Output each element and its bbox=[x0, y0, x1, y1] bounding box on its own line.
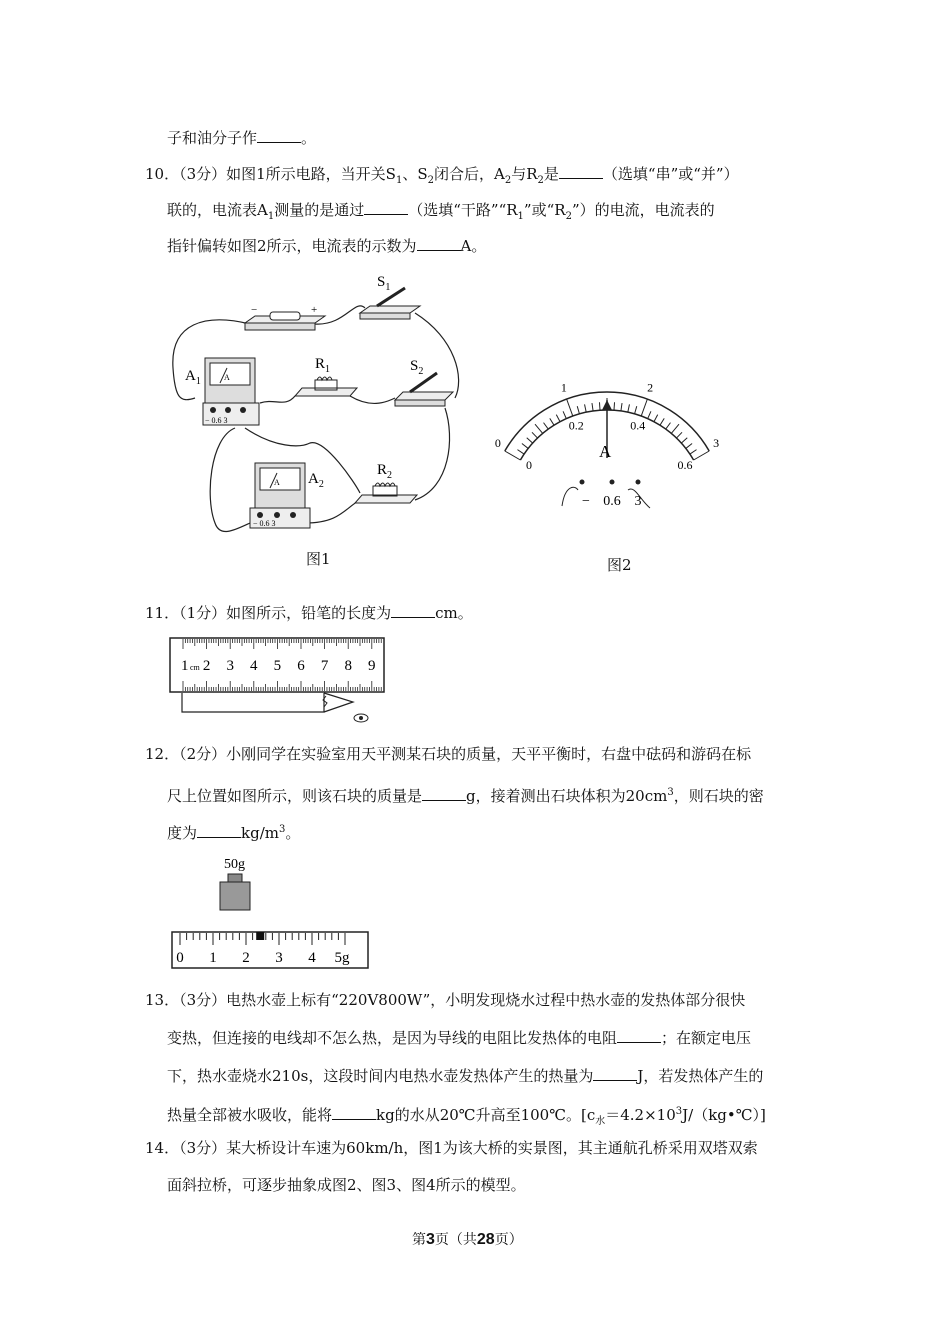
answer-blank[interactable] bbox=[559, 164, 603, 179]
scale-label: 0 bbox=[176, 950, 184, 966]
ruler-unit-label: cm bbox=[190, 663, 200, 672]
answer-blank[interactable] bbox=[417, 236, 461, 251]
q13-line1: 13．（3分）电热水壶上标有“220V800W”，小明发现烧水过程中热水壶的发热体部分很快 bbox=[145, 991, 746, 1009]
svg-text:−: − bbox=[251, 304, 258, 316]
svg-text:S1: $S_1$ bbox=[377, 274, 391, 293]
scale-label: 3 bbox=[275, 950, 283, 966]
figure-2-label: 图2 bbox=[607, 556, 632, 574]
switch-s2-icon bbox=[395, 358, 453, 406]
ruler-number-label: 6 bbox=[297, 658, 305, 674]
dial-tick bbox=[686, 444, 692, 449]
answer-blank[interactable] bbox=[617, 1028, 661, 1043]
dial-pointer-head bbox=[602, 400, 612, 410]
answer-blank[interactable] bbox=[257, 128, 301, 143]
pencil-body bbox=[182, 693, 324, 712]
svg-text:R2: $R_2$ bbox=[377, 462, 393, 481]
scale-label: 5g bbox=[334, 950, 350, 966]
dial-tick bbox=[535, 424, 543, 433]
answer-blank[interactable] bbox=[364, 200, 408, 215]
dial-tick bbox=[621, 403, 622, 411]
q10-line2: 联的，电流表$A_1$测量的是通过 （选填“干路$”“R_1$”或“$R_2$”）的电流，电流表的 bbox=[167, 201, 715, 222]
svg-text:R1: $R_1$ bbox=[315, 356, 331, 375]
circuit-diagram bbox=[165, 268, 465, 538]
dial-tick bbox=[556, 415, 560, 422]
q13-line2: 变热，但连接的电线却不怎么热，是因为导线的电阻比发热体的电阻 ；在额定电压 bbox=[167, 1029, 752, 1047]
ruler-number-label: 8 bbox=[344, 658, 352, 674]
dial-tick bbox=[517, 450, 524, 454]
dial-tick bbox=[648, 411, 651, 418]
figure-1-label: 图1 bbox=[306, 550, 331, 568]
question-number: 11． bbox=[145, 604, 180, 622]
dial-bottom-tick-label: 0.2 bbox=[568, 418, 584, 433]
dial-bottom-tick-label: 0 bbox=[526, 458, 533, 472]
terminal-dot bbox=[610, 480, 615, 485]
dial-tick bbox=[577, 406, 579, 414]
dial-tick bbox=[563, 411, 566, 418]
ammeter-dial bbox=[494, 360, 740, 520]
weight-50g-icon bbox=[220, 874, 250, 910]
dial-bottom-tick-label: 0.6 bbox=[677, 458, 693, 472]
ruler-number-label: 3 bbox=[226, 658, 234, 674]
dial-tick bbox=[666, 423, 671, 429]
q13-line3: 下，热水壶烧水210s，这段时间内电热水壶发热体产生的热量为 J，若发热体产生的 bbox=[167, 1067, 764, 1085]
dial-tick bbox=[544, 423, 549, 429]
eye-pupil-icon bbox=[359, 716, 363, 720]
dial-tick bbox=[614, 402, 615, 410]
dial-tick bbox=[592, 403, 593, 411]
ruler-number-label: 4 bbox=[250, 658, 258, 674]
dial-tick bbox=[681, 438, 687, 443]
dial-tick bbox=[641, 399, 647, 416]
dial-tick bbox=[505, 451, 521, 460]
q11-line1: 11．（1分）如图所示，铅笔的长度为 cm。 bbox=[145, 604, 473, 622]
terminal-dot bbox=[636, 480, 641, 485]
resistor-r2-icon bbox=[355, 462, 417, 503]
svg-text:A1: $A_1$ bbox=[185, 368, 201, 387]
terminal-dot bbox=[580, 480, 585, 485]
dial-tick bbox=[585, 404, 587, 412]
dial-tick bbox=[550, 418, 554, 425]
ammeter-a2-icon bbox=[250, 463, 324, 528]
ruler-number-label: 2 bbox=[202, 658, 211, 674]
q12-line1: 12．（2分）小刚同学在实验室用天平测某石块的质量，天平平衡时，右盘中砝码和游码在标 bbox=[145, 745, 752, 763]
dial-top-tick-label: 2 bbox=[647, 380, 654, 395]
dial-tick bbox=[628, 404, 630, 412]
dial-tick bbox=[694, 451, 710, 460]
resistor-r1-icon bbox=[295, 356, 357, 396]
dial-tick bbox=[676, 432, 682, 438]
q12-line3: 度为 $kg/m^3$。 bbox=[167, 824, 301, 842]
dial-tick bbox=[690, 450, 697, 454]
pencil-tip bbox=[324, 693, 353, 712]
answer-blank[interactable] bbox=[593, 1066, 637, 1081]
q12-line2: 尺上位置如图所示，则该石块的质量是 g，接着测出石块体积为$20cm^3$，则石块的密 bbox=[167, 787, 764, 805]
terminal-label: − bbox=[582, 494, 590, 509]
dial-tick bbox=[567, 399, 573, 416]
dial-tick bbox=[654, 415, 658, 422]
svg-text:S2: $S_2$ bbox=[410, 358, 424, 377]
q13-line4: 热量全部被水吸收，能将 kg的水从20℃升高至100℃。$[c_水=4.2\times 10^3J/(kg•℃)]$ bbox=[167, 1106, 766, 1127]
terminal-label: 0.6 bbox=[603, 494, 621, 509]
dial-top-tick-label: 1 bbox=[560, 380, 567, 395]
dial-unit: A bbox=[599, 442, 612, 461]
scale-label: 2 bbox=[242, 950, 250, 966]
ruler-first-label: 1 bbox=[181, 658, 189, 674]
terminal-label: 3 bbox=[634, 494, 642, 509]
battery-icon bbox=[245, 304, 325, 330]
dial-tick bbox=[635, 406, 637, 414]
dial-top-tick-label: 3 bbox=[713, 436, 720, 450]
scale-label: 1 bbox=[209, 950, 217, 966]
ruler-pencil bbox=[168, 636, 388, 728]
svg-text:− 0.6 3: − 0.6 3 bbox=[253, 519, 276, 528]
dial-top-tick-label: 0 bbox=[494, 436, 501, 450]
question-number: 12． bbox=[145, 745, 180, 763]
question-number: 10． bbox=[145, 165, 180, 183]
dial-tick bbox=[527, 438, 533, 443]
q10-line3: 指针偏转如图2所示，电流表的示数为 A。 bbox=[167, 237, 487, 255]
q10-line1: 10．（3分）如图1所示电路，当开关$S_1$、$S_2$闭合后，$A_2$与$R_2$是 （选填“串”或“并”） bbox=[145, 165, 739, 186]
ruler-number-label: 9 bbox=[368, 658, 376, 674]
svg-text:− 0.6 3: − 0.6 3 bbox=[205, 416, 228, 425]
ruler-number-label: 7 bbox=[320, 658, 329, 674]
q9-tail: 子和油分子作 。 bbox=[167, 129, 317, 147]
dial-tick bbox=[532, 432, 538, 438]
balance-weight-and-scale bbox=[168, 852, 378, 972]
dial-tick bbox=[599, 402, 600, 410]
scale-label: 4 bbox=[308, 950, 316, 966]
dial-bottom-tick-label: 0.4 bbox=[630, 418, 646, 433]
answer-blank[interactable] bbox=[422, 786, 466, 801]
switch-s1-icon bbox=[360, 274, 420, 319]
dial-tick bbox=[522, 444, 528, 449]
dial-tick bbox=[671, 424, 679, 433]
q14-line2: 面斜拉桥，可逐步抽象成图2、图3、图4所示的模型。 bbox=[167, 1176, 526, 1194]
weight-label: 50g bbox=[224, 857, 245, 872]
question-number: 14． bbox=[145, 1139, 180, 1157]
svg-text:+: + bbox=[311, 304, 318, 316]
svg-text:A2: $A_2$ bbox=[308, 471, 324, 490]
svg-text:A: A bbox=[224, 373, 230, 382]
question-number: 13． bbox=[145, 991, 180, 1009]
page-footer: 第3页（共28页） bbox=[412, 1231, 523, 1248]
terminal-wire-left bbox=[562, 487, 578, 506]
answer-blank[interactable] bbox=[197, 823, 241, 838]
answer-blank[interactable] bbox=[332, 1105, 376, 1120]
ruler-number-label: 5 bbox=[273, 658, 282, 674]
ammeter-a1-icon bbox=[185, 358, 259, 425]
svg-text:A: A bbox=[274, 478, 280, 487]
answer-blank[interactable] bbox=[391, 603, 435, 618]
scale-rider bbox=[256, 932, 264, 940]
q14-line1: 14．（3分）某大桥设计车速为60km/h，图1为该大桥的实景图，其主通航孔桥采用双塔双索 bbox=[145, 1139, 758, 1157]
dial-tick bbox=[660, 418, 664, 425]
